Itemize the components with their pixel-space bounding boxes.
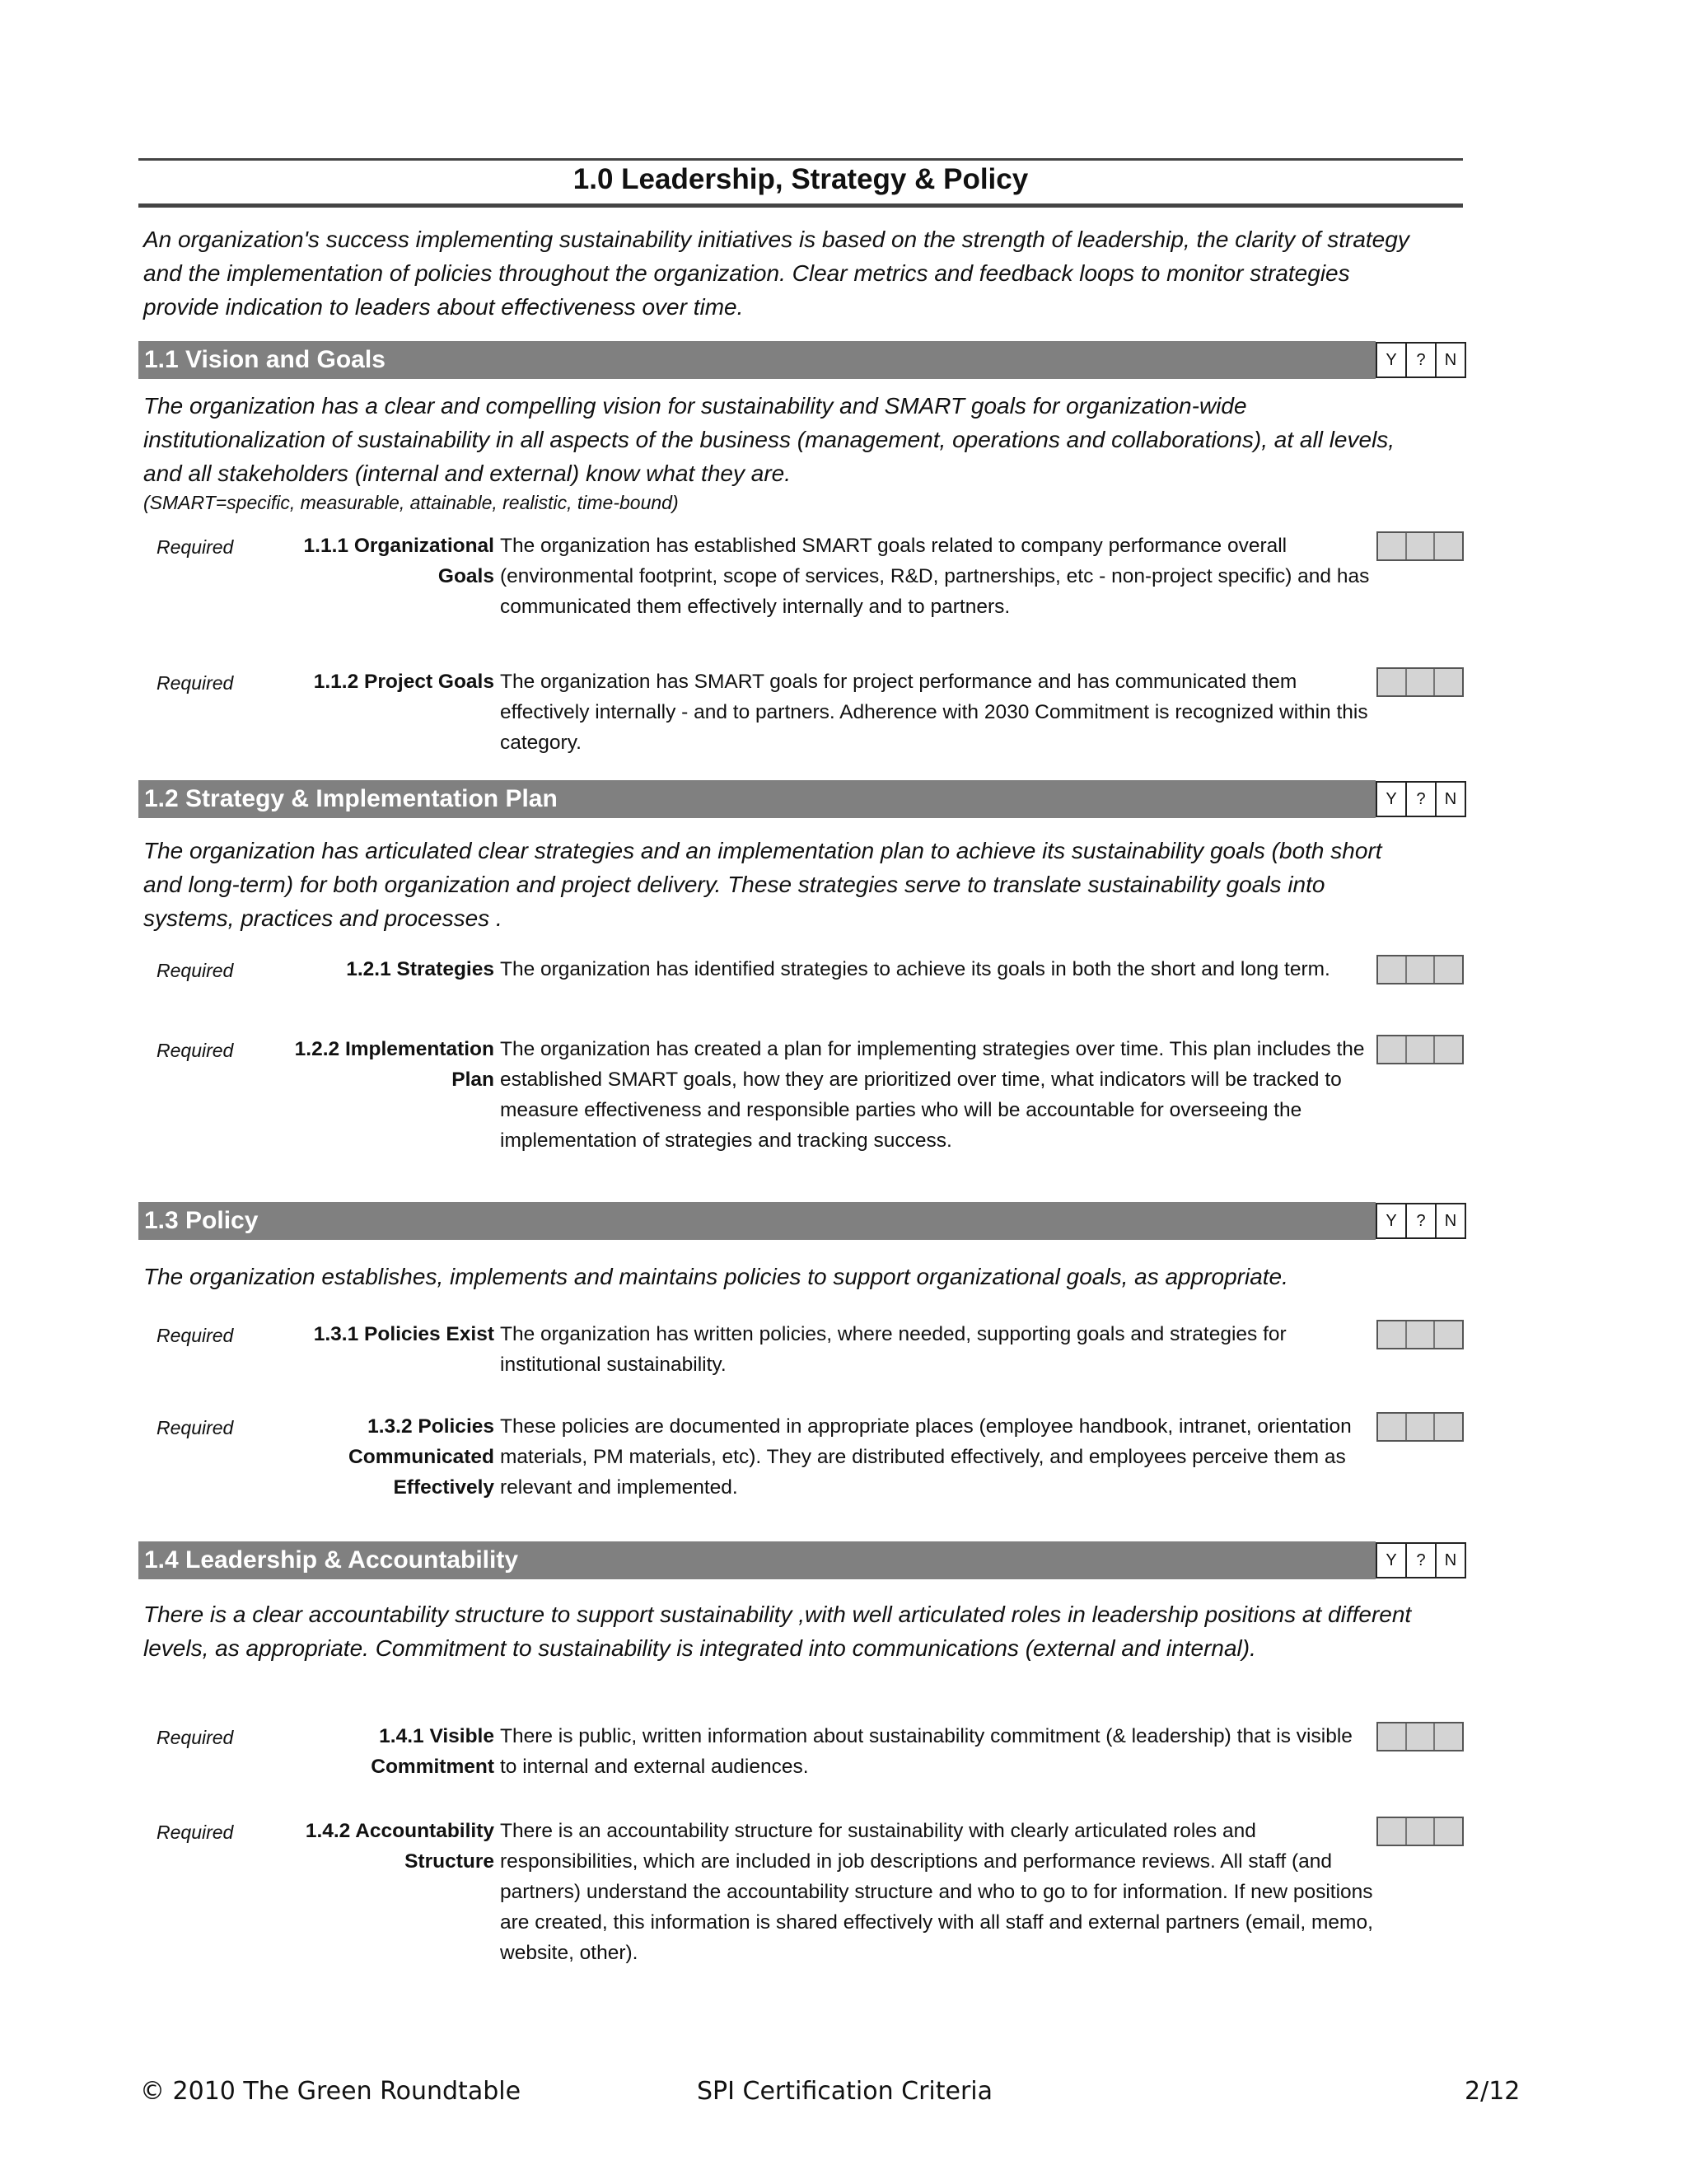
criterion-text-1-3-2: These policies are documented in appropriate places (employee handbook, intranet, orientation materials, PM materials, etc). They are distributed effectively, and employees perceive them as relevant and implemented.: [500, 1415, 1352, 1499]
no-header: N: [1435, 783, 1465, 816]
yn-header-1-2: [1376, 781, 1466, 817]
answer-yes-box[interactable]: [1378, 1818, 1405, 1845]
yes-header: Y: [1386, 1551, 1397, 1569]
title-top-rule: [138, 158, 1463, 161]
answer-no-box[interactable]: [1433, 533, 1462, 559]
answer-yes-box[interactable]: [1378, 1414, 1405, 1440]
criterion-label-1-4-1: 1.4.1 Visible Commitment: [371, 1725, 494, 1778]
section-heading-1-2: 1.2 Strategy & Implementation Plan: [138, 780, 1376, 818]
answer-boxes-1-1-2[interactable]: [1376, 667, 1464, 697]
criterion-label-1-1-2: 1.1.2 Project Goals: [313, 671, 494, 693]
required-tag: Required: [157, 960, 234, 981]
intro-paragraph: An organization's success implementing sustainability initiatives is based on the strength of leadership, the clarity of strategy and the implementation of policies throughout the organization. Clear metrics and feedback loops to monitor strategies provide indication to leaders about effectiveness over time.: [143, 227, 1409, 320]
maybe-header: ?: [1405, 783, 1435, 816]
answer-boxes-1-3-1[interactable]: [1376, 1320, 1464, 1349]
no-header: N: [1435, 1544, 1465, 1577]
answer-boxes-1-1-1[interactable]: [1376, 531, 1464, 561]
criterion-text-1-1-1: The organization has established SMART goals related to company performance overall (environmental footprint, scope of services, R&D, partnerships, etc - non-project specific) and has communicated them effectively internally and to partners.: [500, 535, 1370, 618]
footer-page-number: 2/12: [1465, 2077, 1521, 2106]
answer-no-box[interactable]: [1433, 1414, 1462, 1440]
criterion-label-1-3-1: 1.3.1 Policies Exist: [313, 1323, 494, 1345]
answer-maybe-box[interactable]: [1405, 1036, 1434, 1063]
yes-header: Y: [1386, 351, 1397, 369]
required-tag: Required: [157, 1727, 234, 1748]
answer-maybe-box[interactable]: [1405, 1818, 1434, 1845]
criterion-label-1-3-2: 1.3.2 Policies Communicated Effectively: [348, 1415, 494, 1499]
answer-boxes-1-4-2[interactable]: [1376, 1817, 1464, 1846]
required-tag: Required: [157, 1822, 234, 1843]
answer-boxes-1-2-1[interactable]: [1376, 955, 1464, 984]
maybe-header: ?: [1405, 344, 1435, 376]
yes-header: Y: [1386, 1212, 1397, 1230]
answer-no-box[interactable]: [1433, 1818, 1462, 1845]
criterion-label-1-2-2: 1.2.2 Implementation Plan: [294, 1038, 494, 1091]
title-bottom-rule: [138, 203, 1463, 208]
answer-yes-box[interactable]: [1378, 533, 1405, 559]
section-heading-1-3: 1.3 Policy: [138, 1202, 1376, 1240]
criterion-label-1-1-1: 1.1.1 Organizational Goals: [303, 535, 494, 587]
criterion-label-1-4-2: 1.4.2 Accountability Structure: [305, 1820, 494, 1873]
answer-yes-box[interactable]: [1378, 1321, 1405, 1348]
answer-no-box[interactable]: [1433, 1321, 1462, 1348]
no-header: N: [1435, 344, 1465, 376]
required-tag: Required: [157, 536, 234, 558]
answer-maybe-box[interactable]: [1405, 533, 1434, 559]
answer-boxes-1-4-1[interactable]: [1376, 1722, 1464, 1751]
criterion-label-1-2-1: 1.2.1 Strategies: [346, 958, 494, 980]
criterion-text-1-2-2: The organization has created a plan for implementing strategies over time. This plan includes the established SMART goals, how they are prioritized over time, what indicators will be tracked to measure effectiveness and responsible parties who will be accountable for overseeing the implementation of strategies and tracking success.: [500, 1038, 1365, 1152]
required-tag: Required: [157, 672, 234, 694]
answer-yes-box[interactable]: [1378, 1036, 1405, 1063]
footer-document-name: SPI Certification Criteria: [697, 2077, 993, 2106]
required-tag: Required: [157, 1417, 234, 1438]
section-heading-1-4: 1.4 Leadership & Accountability: [138, 1541, 1376, 1579]
criterion-text-1-4-2: There is an accountability structure for sustainability with clearly articulated roles and responsibilities, which are included in job descriptions and performance reviews. All staff (and partners) understand the accountability structure and who to go to for information. If new positions are created, this information is shared effectively with all staff and external partners (email, memo, website, other).: [500, 1820, 1373, 1964]
answer-yes-box[interactable]: [1378, 669, 1405, 695]
section-description-1-2: The organization has articulated clear strategies and an implementation plan to achieve its sustainability goals (both short and long-term) for both organization and project delivery. These strategies serve to translate sustainability goals into systems, practices and processes .: [143, 838, 1382, 931]
required-tag: Required: [157, 1325, 234, 1346]
answer-no-box[interactable]: [1433, 1036, 1462, 1063]
answer-yes-box[interactable]: [1378, 956, 1405, 983]
answer-maybe-box[interactable]: [1405, 956, 1434, 983]
yn-header-1-1: [1376, 342, 1466, 378]
yn-header-1-3: [1376, 1203, 1466, 1239]
answer-no-box[interactable]: [1433, 669, 1462, 695]
criterion-text-1-2-1: The organization has identified strategies to achieve its goals in both the short and long term.: [500, 958, 1330, 980]
criterion-text-1-4-1: There is public, written information about sustainability commitment (& leadership) that is visible to internal and external audiences.: [500, 1725, 1353, 1778]
answer-maybe-box[interactable]: [1405, 1414, 1434, 1440]
section-description-1-1: The organization has a clear and compelling vision for sustainability and SMART goals for organization-wide institutionalization of sustainability in all aspects of the business (management, operations and collaborations), at all levels, and all stakeholders (internal and external) know what they are.: [143, 393, 1395, 486]
maybe-header: ?: [1405, 1544, 1435, 1577]
section-heading-1-1: 1.1 Vision and Goals: [138, 341, 1376, 379]
yes-header: Y: [1386, 790, 1397, 808]
no-header: N: [1435, 1204, 1465, 1237]
footer-copyright: © 2010 The Green Roundtable: [140, 2077, 521, 2106]
answer-no-box[interactable]: [1433, 1723, 1462, 1750]
yn-header-1-4: [1376, 1542, 1466, 1578]
required-tag: Required: [157, 1040, 234, 1061]
page-title: 1.0 Leadership, Strategy & Policy: [572, 163, 1029, 195]
answer-boxes-1-2-2[interactable]: [1376, 1035, 1464, 1064]
answer-maybe-box[interactable]: [1405, 669, 1434, 695]
answer-yes-box[interactable]: [1378, 1723, 1405, 1750]
criterion-text-1-1-2: The organization has SMART goals for project performance and has communicated them effectively internally - and to partners. Adherence with 2030 Commitment is recognized within this category.: [500, 671, 1368, 754]
maybe-header: ?: [1405, 1204, 1435, 1237]
answer-no-box[interactable]: [1433, 956, 1462, 983]
answer-boxes-1-3-2[interactable]: [1376, 1412, 1464, 1442]
section-description-1-4: There is a clear accountability structure to support sustainability ,with well articulated roles in leadership positions at different levels, as appropriate. Commitment to sustainability is integrated into communications (external and internal).: [143, 1602, 1412, 1661]
section-description-1-3: The organization establishes, implements and maintains policies to support organizational goals, as appropriate.: [143, 1264, 1288, 1289]
smart-note: (SMART=specific, measurable, attainable, realistic, time-bound): [143, 492, 679, 513]
criterion-text-1-3-1: The organization has written policies, where needed, supporting goals and strategies for institutional sustainability.: [500, 1323, 1287, 1376]
answer-maybe-box[interactable]: [1405, 1321, 1434, 1348]
answer-maybe-box[interactable]: [1405, 1723, 1434, 1750]
